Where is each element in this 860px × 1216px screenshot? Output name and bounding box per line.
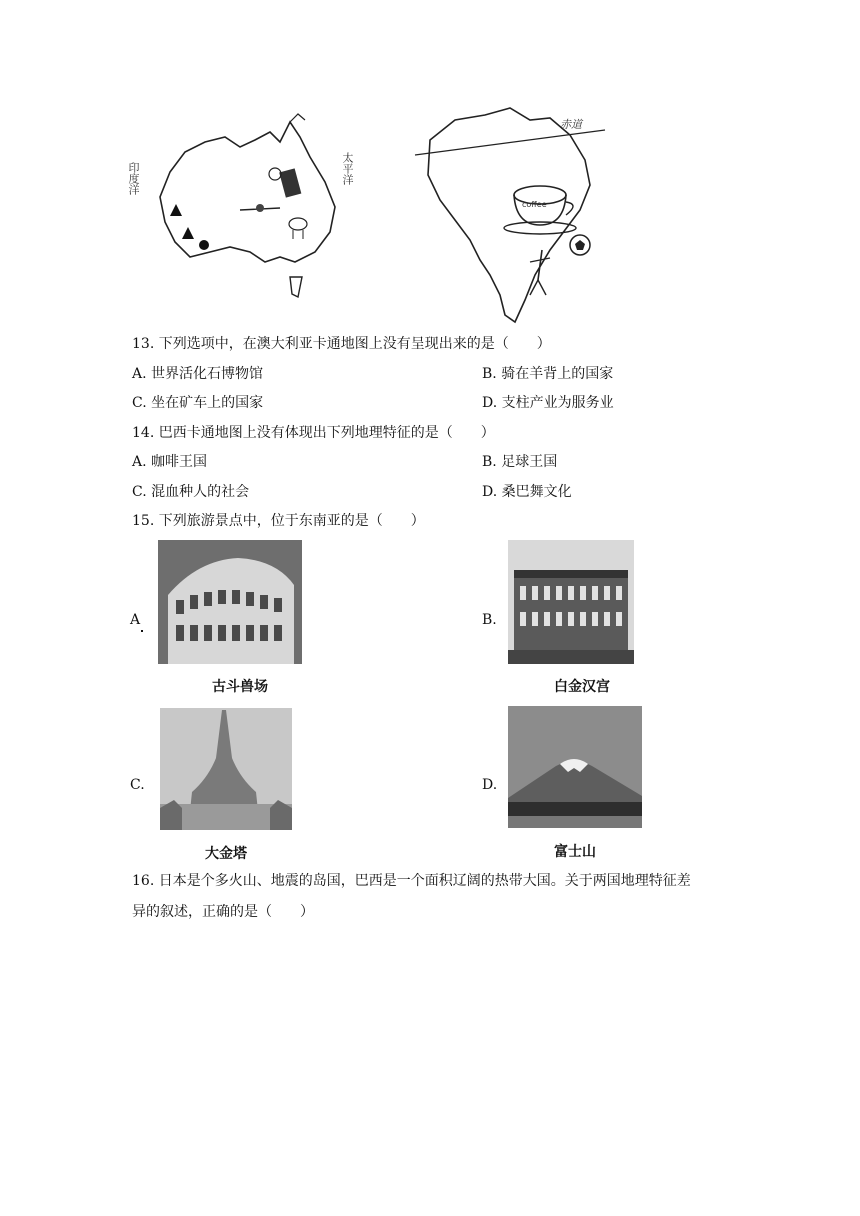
q13-option-c: C. 坐在矿车上的国家 <box>132 395 264 411</box>
q16-stem-line1: 16. 日本是个多火山、地震的岛国，巴西是一个面积辽阔的热带大国。关于两国地理特征差 <box>132 873 691 889</box>
q15-option-b-letter: B. <box>482 612 497 628</box>
buckingham-palace-caption: 白金汉宫 <box>554 679 610 695</box>
q15-option-a-dot <box>141 630 143 632</box>
q13-option-d: D. 支柱产业为服务业 <box>482 395 614 411</box>
mount-fuji-photo <box>508 706 642 828</box>
australia-cartoon-map <box>127 112 370 307</box>
q14-option-a: A. 咖啡王国 <box>132 454 208 470</box>
indian-ocean-label: 印度洋 <box>127 162 140 195</box>
shwedagon-pagoda-caption: 大金塔 <box>205 846 247 862</box>
buckingham-palace-photo <box>508 540 634 664</box>
q13-option-a: A. 世界活化石博物馆 <box>132 366 264 382</box>
q13-option-b: B. 骑在羊背上的国家 <box>482 366 614 382</box>
pacific-ocean-label: 太平洋 <box>341 152 354 185</box>
q16-stem-line2: 异的叙述，正确的是（ ） <box>132 904 314 920</box>
colosseum-photo <box>158 540 302 664</box>
q15-option-a-letter: A <box>130 612 141 628</box>
coffee-cup-label: coffee <box>522 200 547 209</box>
q15-option-c-letter: C. <box>130 777 145 793</box>
q14-option-c: C. 混血种人的社会 <box>132 484 250 500</box>
q13-stem: 13. 下列选项中，在澳大利亚卡通地图上没有呈现出来的是（ ） <box>132 336 551 352</box>
mount-fuji-caption: 富士山 <box>554 844 596 860</box>
q15-stem: 15. 下列旅游景点中，位于东南亚的是（ ） <box>132 513 425 529</box>
colosseum-caption: 古斗兽场 <box>212 679 268 695</box>
q14-stem: 14. 巴西卡通地图上没有体现出下列地理特征的是（ ） <box>132 425 495 441</box>
q14-option-d: D. 桑巴舞文化 <box>482 484 572 500</box>
shwedagon-pagoda-photo <box>160 708 292 830</box>
equator-label: 赤道 <box>560 118 582 131</box>
q14-option-b: B. 足球王国 <box>482 454 558 470</box>
q15-option-d-letter: D. <box>482 777 498 793</box>
brazil-cartoon-map <box>410 100 610 325</box>
